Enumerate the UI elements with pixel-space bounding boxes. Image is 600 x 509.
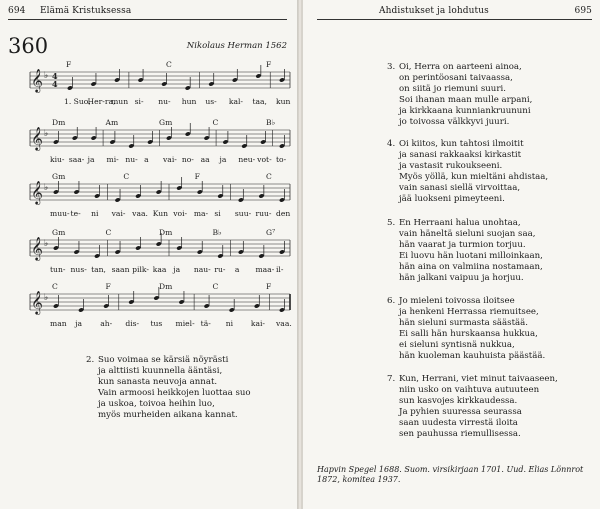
- lyric-syllable: ah-: [100, 319, 113, 328]
- lyric-syllable: te-: [70, 209, 81, 218]
- chord-symbol: G⁷: [266, 228, 276, 237]
- lyric-syllable: tä-: [200, 319, 211, 328]
- stanza-number: 3.: [387, 62, 396, 72]
- stanza-line: hän aina on valmiina nostamaan,: [399, 262, 543, 272]
- treble-clef-icon: 𝄞: [31, 126, 43, 150]
- lyric-syllable: vaa.: [276, 319, 292, 328]
- treble-clef-icon: 𝄞: [31, 180, 43, 204]
- running-title: Ahdistukset ja lohdutus: [379, 6, 489, 16]
- lyric-syllable: no-: [181, 155, 194, 164]
- lyric-syllable: hun: [181, 97, 197, 106]
- stanza-line: vain sanasi siellä virvoittaa,: [399, 183, 521, 193]
- header-rule: [317, 19, 592, 20]
- time-signature-icon: 4: [52, 79, 58, 89]
- lyric-syllable: ja: [173, 265, 181, 274]
- stanza-line: saan uudesta virrestä iloita: [399, 418, 518, 428]
- lyric-syllable: ni: [225, 319, 234, 328]
- stanza-line: ei sieluni syntisnä nukkua,: [399, 340, 515, 350]
- chord-symbol: C: [123, 172, 130, 181]
- lyric-syllable: mi-: [106, 155, 119, 164]
- flat-key-signature-icon: ♭: [44, 183, 49, 193]
- stanza-2: [86, 355, 251, 421]
- lyric-syllable: tan,: [91, 265, 106, 274]
- lyric-syllable: nus-: [70, 265, 87, 274]
- chord-symbol: B♭: [212, 228, 222, 237]
- flat-key-signature-icon: ♭: [44, 239, 49, 249]
- stanza-line: myös murheiden aikana kannat.: [98, 410, 238, 420]
- stanza-3: [387, 62, 533, 128]
- chord-symbol: F: [105, 282, 111, 291]
- stanza-7: [387, 374, 558, 440]
- stanza-line: niin usko on vaihtuva autuuteen: [399, 385, 540, 395]
- chord-symbol: Gm: [52, 228, 66, 237]
- chord-symbol: F: [194, 172, 200, 181]
- chord-symbol: F: [266, 282, 272, 291]
- lyric-syllable: vai-: [163, 155, 177, 164]
- time-signature-icon: 4: [52, 71, 58, 81]
- lyric-syllable: ru-: [214, 265, 226, 274]
- lyric-syllable: il-: [276, 265, 284, 274]
- stanza-line: Kun, Herrani, viet minut taivaaseen,: [399, 374, 558, 384]
- lyric-syllable: kal-: [228, 97, 244, 106]
- lyric-syllable: aa: [200, 155, 210, 164]
- stanza-line: hän kuoleman kauhuista päästää.: [399, 351, 546, 361]
- lyric-syllable: ja: [219, 155, 227, 164]
- stanza-line: ja henkeni Herrassa riemuitsee,: [399, 307, 539, 317]
- lyric-syllable: ja: [87, 155, 95, 164]
- stanza-4: [387, 139, 549, 205]
- chord-symbol: F: [66, 60, 72, 69]
- flat-key-signature-icon: ♭: [44, 129, 49, 139]
- stanza-line: kun sanasta neuvoja annat.: [98, 377, 218, 387]
- lyric-syllable: nu-: [158, 97, 171, 106]
- stanza-number: 6.: [387, 296, 396, 306]
- chord-symbol: Dm: [159, 282, 173, 291]
- staff-system: [30, 228, 290, 274]
- lyric-syllable: 1. Suo,: [64, 97, 91, 106]
- hymn-number: 360: [8, 34, 49, 58]
- treble-clef-icon: 𝄞: [31, 236, 43, 260]
- lyric-syllable: saan: [111, 265, 130, 274]
- chord-symbol: Dm: [52, 118, 66, 127]
- lyric-syllable: ni: [91, 209, 99, 218]
- lyric-syllable: kaa: [152, 265, 167, 274]
- page-number: 694: [8, 6, 26, 16]
- treble-clef-icon: 𝄞: [31, 68, 43, 92]
- stanza-line: ja sanasi rakkaaksi kirkastit: [399, 150, 522, 160]
- lyric-syllable: maa-: [255, 265, 275, 274]
- lyric-syllable: vaa.: [132, 209, 148, 218]
- right-page: [302, 0, 600, 509]
- lyric-syllable: nau-: [193, 265, 211, 274]
- chord-symbol: C: [266, 172, 272, 181]
- lyric-syllable: neu-: [238, 155, 256, 164]
- lyric-syllable: vot-: [257, 155, 272, 164]
- lyric-syllable: to-: [276, 155, 287, 164]
- lyric-syllable: kai-: [250, 319, 266, 328]
- stanza-line: on siitä jo riemuni suuri.: [399, 84, 506, 94]
- lyric-syllable: a: [234, 265, 240, 274]
- chord-symbol: C: [212, 282, 219, 291]
- stanza-line: sun kasvojes kirkkaudessa.: [399, 396, 518, 406]
- lyric-syllable: taa,: [252, 97, 267, 106]
- lyric-syllable: voi-: [173, 209, 188, 218]
- composer-credit: Nikolaus Herman 1562: [186, 41, 287, 51]
- stanza-line: ja uskoa, toivoa heihin luo,: [98, 399, 215, 409]
- stanza-line: Ja pyhien suuressa seurassa: [399, 407, 522, 417]
- stanza-line: ja alttiisti kuunnella ääntäsi,: [98, 366, 223, 376]
- lyric-syllable: tun-: [50, 265, 66, 274]
- stanza-line: hän sieluni surmasta säästää.: [399, 318, 529, 328]
- stanza-line: Ei luovu hän luotani milloinkaan,: [399, 251, 543, 261]
- lyric-syllable: ma-: [193, 209, 209, 218]
- lyric-syllable: si-: [134, 97, 144, 106]
- chord-symbol: Am: [105, 118, 119, 127]
- stanza-line: Ei salli hän hurskaansa hukkua,: [399, 329, 538, 339]
- lyric-syllable: man: [50, 319, 67, 328]
- chord-symbol: Dm: [159, 228, 173, 237]
- lyric-syllable: a: [144, 155, 149, 164]
- stanza-number: 2.: [86, 355, 95, 365]
- lyric-syllable: den: [276, 209, 291, 218]
- staff-system: [30, 118, 290, 164]
- source-footnote: Hapvin Spegel 1688. Suom. virsikirjaan 1701. Uud. Elias Lönnrot 1872, komitea 1937.: [317, 465, 584, 484]
- lyric-syllable: mun: [111, 97, 129, 106]
- lyric-syllable: pilk-: [132, 265, 149, 274]
- stanza-line: ja kirkkaana kunniankruununi: [399, 106, 531, 116]
- staff-system: [30, 282, 292, 328]
- lyric-syllable: suu-: [234, 209, 252, 218]
- treble-clef-icon: 𝄞: [31, 290, 43, 314]
- stanza-line: Soi ihanan maan mulle arpani,: [399, 95, 533, 105]
- lyric-syllable: kiu-: [50, 155, 65, 164]
- stanza-line: vain häneltä sieluni suojan saa,: [399, 229, 536, 239]
- lyric-syllable: Kun: [152, 209, 169, 218]
- staff-system: [30, 60, 290, 106]
- lyric-syllable: saa-: [68, 155, 85, 164]
- stanza-line: sen pauhussa riemullisessa.: [399, 429, 521, 439]
- staff-system: [30, 172, 290, 218]
- chord-symbol: Gm: [159, 118, 173, 127]
- stanza-line: on perintöosani taivaassa,: [399, 73, 513, 83]
- stanza-line: Myös yöllä, kun mieltäni ahdistaa,: [399, 172, 549, 182]
- stanza-line: En Herraani halua unohtaa,: [399, 218, 521, 228]
- left-page: [0, 0, 298, 509]
- stanza-line: Oi kiitos, kun tahtosi ilmoitit: [399, 139, 524, 149]
- stanza-line: jää luokseni pimeyteeni.: [399, 194, 505, 204]
- lyric-syllable: vai-: [111, 209, 126, 218]
- lyric-syllable: kun: [276, 97, 291, 106]
- stanza-line: ja vastasit rukoukseeni.: [399, 161, 503, 171]
- chord-symbol: F: [266, 60, 272, 69]
- chord-symbol: C: [105, 228, 112, 237]
- lyric-syllable: us-: [205, 97, 217, 106]
- lyric-syllable: Her-ra,: [87, 97, 116, 106]
- stanza-line: hän jalkani vaipuu ja horjuu.: [399, 273, 524, 283]
- stanza-line: hän vaarat ja turmion torjuu.: [399, 240, 526, 250]
- flat-key-signature-icon: ♭: [44, 293, 49, 303]
- stanza-line: Jo mieleni toivossa iloitsee: [399, 296, 515, 306]
- stanza-line: jo toivossa välkkyvi juuri.: [399, 117, 510, 127]
- lyric-syllable: miel-: [175, 319, 195, 328]
- chord-symbol: C: [166, 60, 172, 69]
- stanza-5: [387, 218, 543, 284]
- stanza-line: Vain armoosi heikkojen luottaa suo: [98, 388, 251, 398]
- chord-symbol: C: [212, 118, 219, 127]
- lyric-syllable: ruu-: [255, 209, 272, 218]
- stanza-number: 5.: [387, 218, 396, 228]
- lyric-syllable: dis-: [125, 319, 140, 328]
- lyric-syllable: nu-: [125, 155, 138, 164]
- stanza-line: Oi, Herra on aarteeni ainoa,: [399, 62, 522, 72]
- lyric-syllable: muu-: [50, 209, 70, 218]
- flat-key-signature-icon: ♭: [44, 71, 49, 81]
- chord-symbol: C: [52, 282, 58, 291]
- stanza-number: 4.: [387, 139, 396, 149]
- stanza-line: Suo voimaa se kärsiä nöyrästi: [98, 355, 229, 365]
- stanza-6: [387, 296, 546, 362]
- lyric-syllable: si: [214, 209, 221, 218]
- page-number: 695: [574, 6, 592, 16]
- stanza-number: 7.: [387, 374, 396, 384]
- chord-symbol: B♭: [266, 118, 276, 127]
- music-score: [0, 0, 298, 350]
- lyric-syllable: ja: [75, 319, 83, 328]
- lyric-syllable: tus: [150, 319, 163, 328]
- chord-symbol: Gm: [52, 172, 66, 181]
- running-title: Elämä Kristuksessa: [40, 6, 132, 16]
